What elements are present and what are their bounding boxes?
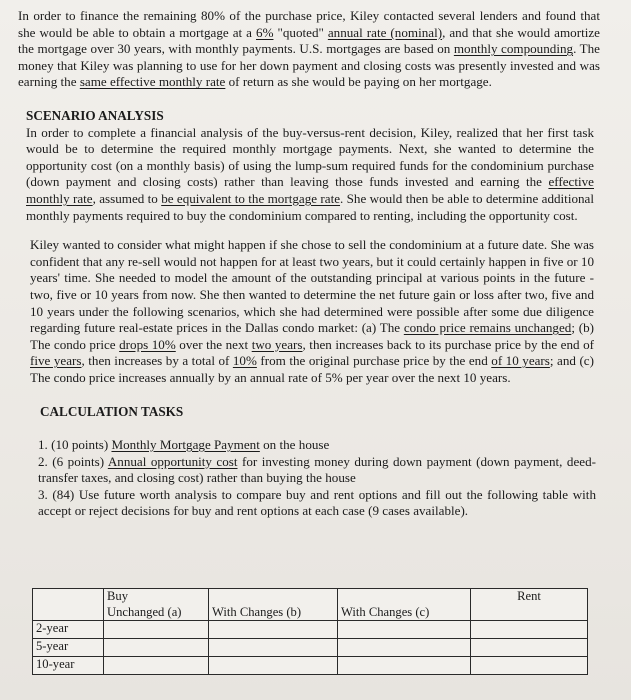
header-with-changes-b bbox=[209, 589, 338, 621]
row-label: 5-year bbox=[33, 639, 104, 657]
underlined-of-ten-years: of 10 years bbox=[491, 353, 550, 369]
table-cell[interactable] bbox=[338, 639, 471, 657]
buy-label: Buy bbox=[107, 589, 128, 603]
table-row bbox=[33, 639, 588, 657]
col-unchanged-label: Unchanged (a) bbox=[107, 605, 182, 619]
underlined-equivalent: be equivalent to the mortgage rate bbox=[161, 190, 341, 206]
task-2 bbox=[38, 454, 596, 487]
table-header-row bbox=[33, 589, 588, 621]
table-row bbox=[33, 657, 588, 675]
resale-text-6: from the original purchase price by the end bbox=[256, 353, 492, 369]
underlined-same-rate: same effective monthly rate bbox=[79, 74, 226, 90]
row-label: 10-year bbox=[33, 657, 104, 675]
task-1-prefix: 1. (10 points) bbox=[38, 437, 112, 453]
table-cell[interactable] bbox=[338, 621, 471, 639]
table-cell[interactable] bbox=[104, 621, 209, 639]
intro-text-1: In order to finance the remaining 80% of the purchase price, Kiley contacted several lenders and found that she would be able to obtain a mortgage at a bbox=[18, 8, 600, 40]
underlined-nominal: annual rate (nominal) bbox=[327, 24, 443, 40]
decision-table bbox=[32, 588, 588, 675]
underlined-effective-rate: effective monthly rate bbox=[26, 174, 594, 206]
scenario-paragraph bbox=[18, 125, 600, 225]
resale-text-2: ; (b) The condo price bbox=[30, 320, 594, 352]
rent-label: Rent bbox=[517, 589, 541, 603]
resale-text-7: ; and (c) The condo price increases annually by an annual rate of 5% per year over the next 10 years. bbox=[30, 353, 594, 385]
underlined-ten-percent: 10% bbox=[232, 353, 257, 369]
col-c-label: With Changes (c) bbox=[341, 605, 430, 619]
table-cell[interactable] bbox=[471, 639, 588, 657]
resale-text-5: , then increases by a total of bbox=[81, 353, 233, 369]
table-cell[interactable] bbox=[338, 657, 471, 675]
scenario-text-2: , assumed to bbox=[92, 190, 162, 206]
table-cell[interactable] bbox=[209, 621, 338, 639]
task-2-suffix: for investing money during down payment (down payment, deed-transfer taxes, and closing cost) rather than buying the house bbox=[38, 453, 596, 486]
header-with-changes-c bbox=[338, 589, 471, 621]
table-cell[interactable] bbox=[209, 657, 338, 675]
intro-text-2: "quoted" bbox=[273, 24, 328, 40]
task-1-underlined: Monthly Mortgage Payment bbox=[111, 437, 260, 453]
task-2-prefix: 2. (6 points) bbox=[38, 453, 108, 469]
header-empty-cell bbox=[33, 589, 104, 621]
scenario-text-3: . She would then be able to determine additional monthly payments required to buy the condominium compared to renting, including the opportunity cost. bbox=[26, 190, 594, 223]
underlined-rate: 6% bbox=[256, 24, 274, 40]
task-3: 3. (84) Use future worth analysis to compare buy and rent options and fill out the following table with accept or reject decisions for buy and rent options at each case (9 cases available). bbox=[38, 486, 596, 519]
underlined-drops: drops 10% bbox=[119, 336, 176, 352]
task-list bbox=[18, 437, 600, 520]
resale-text-4: , then increases back to its purchase price by the end of bbox=[302, 336, 595, 352]
intro-text-3: , and that she would amortize the mortgage over 30 years, with monthly payments. U.S. mortgages are based on bbox=[18, 24, 600, 57]
table-cell[interactable] bbox=[471, 657, 588, 675]
table-cell[interactable] bbox=[209, 639, 338, 657]
intro-text-4: . The money that Kiley was planning to use for her down payment and closing costs was presently invested and was earning the bbox=[18, 41, 600, 90]
intro-paragraph bbox=[18, 8, 600, 91]
task-1-suffix: on the house bbox=[259, 437, 330, 453]
scenario-text-1: In order to complete a financial analysis of the buy-versus-rent decision, Kiley, realized that her first task would be to determine the required monthly mortgage payments. Next, she wanted to determine the opportunity cost (on a monthly basis) of using the lump-sum required funds for the condominium purchase (down payment and closing costs) rather than leaving those funds invested and earning the bbox=[26, 124, 594, 190]
row-label: 2-year bbox=[33, 621, 104, 639]
table-row bbox=[33, 621, 588, 639]
task-1 bbox=[38, 437, 596, 454]
col-b-label: With Changes (b) bbox=[212, 605, 302, 619]
underlined-compounding: monthly compounding bbox=[453, 41, 574, 57]
document-text bbox=[18, 8, 600, 520]
scenario-heading: SCENARIO ANALYSIS bbox=[26, 107, 164, 123]
table-cell[interactable] bbox=[471, 621, 588, 639]
table-cell[interactable] bbox=[104, 639, 209, 657]
resale-text-1: Kiley wanted to consider what might happen if she chose to sell the condominium at a future date. She was confident that any re-sell would not happen for at least two years, but it could certainly happen in five or 10 years' time. She needed to model the amount of the outstanding principal at various points in the future - two, five or 10 years from now. She then wanted to determine the net future gain or loss after two, five and 10 years under the following scenarios, which she had determined were possible after some due diligence regarding future real-estate prices in the Dallas condo market: (a) The bbox=[30, 237, 594, 336]
underlined-five-years: five years bbox=[30, 353, 82, 369]
task-2-underlined: Annual opportunity cost bbox=[107, 453, 238, 469]
header-buy-unchanged bbox=[104, 589, 209, 621]
resale-paragraph bbox=[18, 237, 600, 386]
underlined-two-years: two years bbox=[251, 336, 303, 352]
header-rent bbox=[471, 589, 588, 621]
calculation-heading: CALCULATION TASKS bbox=[40, 404, 184, 420]
table-cell[interactable] bbox=[104, 657, 209, 675]
underlined-remains: condo price remains unchanged bbox=[403, 320, 572, 336]
resale-text-3: over the next bbox=[175, 336, 252, 352]
intro-text-5: of return as she would be paying on her mortgage. bbox=[225, 74, 492, 90]
